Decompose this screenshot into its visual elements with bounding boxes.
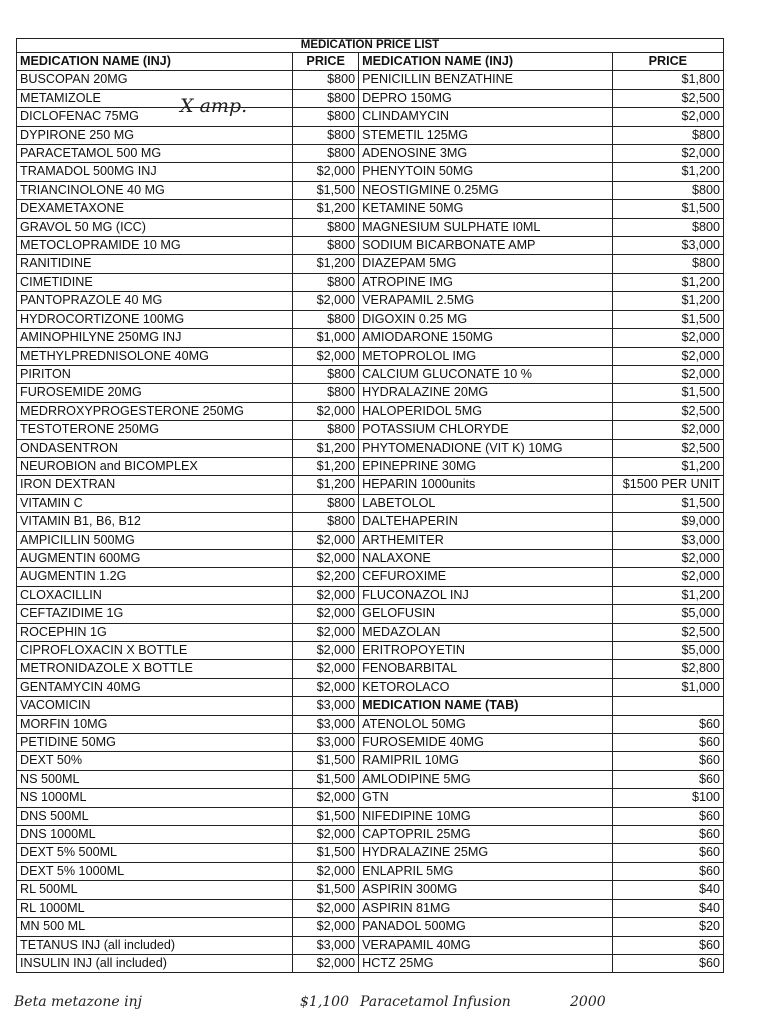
table-row	[17, 936, 724, 954]
left-med-price: $1,200	[293, 200, 359, 218]
table-row	[17, 899, 724, 917]
right-med-price: $2,800	[612, 660, 723, 678]
left-med-price: $2,000	[293, 163, 359, 181]
right-med-price: $1,200	[612, 586, 723, 604]
left-med-name: AUGMENTIN 1.2G	[17, 568, 293, 586]
left-med-price: $1,500	[293, 844, 359, 862]
right-med-price: $2,000	[612, 347, 723, 365]
table-row	[17, 844, 724, 862]
table-row	[17, 642, 724, 660]
left-med-name: TRIANCINOLONE 40 MG	[17, 181, 293, 199]
right-med-name: AMLODIPINE 5MG	[359, 770, 613, 788]
right-med-price: $1,500	[612, 494, 723, 512]
left-med-name: IRON DEXTRAN	[17, 476, 293, 494]
left-med-name: TETANUS INJ (all included)	[17, 936, 293, 954]
right-med-name: NIFEDIPINE 10MG	[359, 807, 613, 825]
right-med-price: $1500 PER UNIT	[612, 476, 723, 494]
table-row	[17, 770, 724, 788]
left-med-price: $800	[293, 89, 359, 107]
left-med-price: $1,200	[293, 439, 359, 457]
right-med-name: MEDICATION NAME (TAB)	[359, 697, 613, 715]
handwritten-amp-note: X amp.	[180, 95, 248, 117]
left-med-price: $3,000	[293, 697, 359, 715]
left-med-name: GENTAMYCIN 40MG	[17, 678, 293, 696]
table-row	[17, 678, 724, 696]
right-med-price: $2,500	[612, 439, 723, 457]
right-med-name: GTN	[359, 789, 613, 807]
right-med-name: PHENYTOIN 50MG	[359, 163, 613, 181]
left-med-price: $2,000	[293, 826, 359, 844]
footer-price-note: $1,100	[300, 994, 349, 1010]
right-med-price: $60	[612, 715, 723, 733]
right-med-name: HCTZ 25MG	[359, 954, 613, 972]
table-row	[17, 881, 724, 899]
left-med-name: NEUROBION and BICOMPLEX	[17, 457, 293, 475]
left-med-price: $800	[293, 421, 359, 439]
table-row	[17, 660, 724, 678]
right-med-name: CLINDAMYCIN	[359, 108, 613, 126]
table-row	[17, 789, 724, 807]
table-row	[17, 237, 724, 255]
table-row	[17, 329, 724, 347]
right-med-price: $5,000	[612, 642, 723, 660]
left-med-price: $1,500	[293, 881, 359, 899]
left-med-name: AMINOPHILYNE 250MG INJ	[17, 329, 293, 347]
right-med-name: PHYTOMENADIONE (VIT K) 10MG	[359, 439, 613, 457]
left-med-price: $1,200	[293, 457, 359, 475]
left-med-name: INSULIN INJ (all included)	[17, 954, 293, 972]
right-med-price: $800	[612, 255, 723, 273]
left-med-name: RL 1000ML	[17, 899, 293, 917]
right-med-price: $1,200	[612, 457, 723, 475]
table-row	[17, 513, 724, 531]
left-med-name: PANTOPRAZOLE 40 MG	[17, 292, 293, 310]
right-med-name: AMIODARONE 150MG	[359, 329, 613, 347]
table-row	[17, 531, 724, 549]
right-med-price: $2,000	[612, 365, 723, 383]
right-med-name: METOPROLOL IMG	[359, 347, 613, 365]
price-list-sheet	[16, 38, 724, 991]
left-med-price: $800	[293, 71, 359, 89]
right-med-name: ARTHEMITER	[359, 531, 613, 549]
left-med-name: PETIDINE 50MG	[17, 734, 293, 752]
right-med-price: $9,000	[612, 513, 723, 531]
table-row	[17, 365, 724, 383]
header-right-price: PRICE	[612, 53, 723, 71]
right-med-name: VERAPAMIL 40MG	[359, 936, 613, 954]
table-row	[17, 494, 724, 512]
left-med-price: $2,000	[293, 954, 359, 972]
footer-middle-note: Paracetamol Infusion	[360, 994, 511, 1010]
left-med-price: $2,000	[293, 899, 359, 917]
right-med-price: $2,000	[612, 145, 723, 163]
right-med-name: FENOBARBITAL	[359, 660, 613, 678]
title-row	[17, 39, 724, 53]
right-med-price: $2,500	[612, 89, 723, 107]
right-med-name: NEOSTIGMINE 0.25MG	[359, 181, 613, 199]
right-med-price: $1,200	[612, 273, 723, 291]
left-med-price: $800	[293, 108, 359, 126]
right-med-name: ATROPINE IMG	[359, 273, 613, 291]
left-med-price: $2,000	[293, 678, 359, 696]
left-med-name: METHYLPREDNISOLONE 40MG	[17, 347, 293, 365]
table-row	[17, 89, 724, 107]
right-med-name: DIAZEPAM 5MG	[359, 255, 613, 273]
right-med-name: FLUCONAZOL INJ	[359, 586, 613, 604]
left-med-name: METOCLOPRAMIDE 10 MG	[17, 237, 293, 255]
table-row	[17, 918, 724, 936]
right-med-price: $2,000	[612, 568, 723, 586]
page-title: MEDICATION PRICE LIST	[17, 39, 724, 53]
table-row	[17, 421, 724, 439]
table-row	[17, 549, 724, 567]
right-med-name: HALOPERIDOL 5MG	[359, 402, 613, 420]
left-med-name: DICLOFENAC 75MG	[17, 108, 293, 126]
table-row	[17, 402, 724, 420]
table-row	[17, 697, 724, 715]
right-med-price: $60	[612, 734, 723, 752]
table-row	[17, 862, 724, 880]
left-med-price: $1,200	[293, 255, 359, 273]
left-med-name: RANITIDINE	[17, 255, 293, 273]
left-med-name: MEDRROXYPROGESTERONE 250MG	[17, 402, 293, 420]
right-med-price: $2,000	[612, 549, 723, 567]
left-med-price: $800	[293, 494, 359, 512]
right-med-name: PANADOL 500MG	[359, 918, 613, 936]
table-row	[17, 255, 724, 273]
left-med-name: HYDROCORTIZONE 100MG	[17, 310, 293, 328]
right-med-name: RAMIPRIL 10MG	[359, 752, 613, 770]
left-med-price: $2,000	[293, 549, 359, 567]
right-med-price: $2,500	[612, 623, 723, 641]
left-med-price: $2,000	[293, 623, 359, 641]
left-med-price: $1,500	[293, 752, 359, 770]
footer-right-note: 2000	[570, 994, 606, 1010]
left-med-price: $800	[293, 513, 359, 531]
right-med-price: $800	[612, 181, 723, 199]
left-med-name: PARACETAMOL 500 MG	[17, 145, 293, 163]
right-med-price: $2,000	[612, 108, 723, 126]
left-med-name: FUROSEMIDE 20MG	[17, 384, 293, 402]
left-med-price: $1,500	[293, 807, 359, 825]
right-med-name: MEDAZOLAN	[359, 623, 613, 641]
right-med-name: CALCIUM GLUCONATE 10 %	[359, 365, 613, 383]
table-row	[17, 586, 724, 604]
right-med-price: $60	[612, 844, 723, 862]
left-med-price: $2,000	[293, 918, 359, 936]
left-med-price: $1,000	[293, 329, 359, 347]
table-row	[17, 200, 724, 218]
left-med-name: CEFTAZIDIME 1G	[17, 605, 293, 623]
table-row	[17, 623, 724, 641]
left-med-price: $800	[293, 310, 359, 328]
left-med-price: $3,000	[293, 734, 359, 752]
left-med-price: $2,000	[293, 660, 359, 678]
right-med-name: KETOROLACO	[359, 678, 613, 696]
right-med-price: $60	[612, 807, 723, 825]
right-med-price: $800	[612, 126, 723, 144]
left-med-name: CIMETIDINE	[17, 273, 293, 291]
left-med-name: AMPICILLIN 500MG	[17, 531, 293, 549]
table-row	[17, 347, 724, 365]
right-med-price: $60	[612, 954, 723, 972]
right-med-name: SODIUM BICARBONATE AMP	[359, 237, 613, 255]
right-med-price: $2,000	[612, 421, 723, 439]
right-med-name: CAPTOPRIL 25MG	[359, 826, 613, 844]
table-row	[17, 476, 724, 494]
right-med-price: $60	[612, 826, 723, 844]
right-med-name: STEMETIL 125MG	[359, 126, 613, 144]
left-med-name: METAMIZOLE	[17, 89, 293, 107]
table-row	[17, 384, 724, 402]
left-med-price: $800	[293, 237, 359, 255]
right-med-price: $2,500	[612, 402, 723, 420]
left-med-name: GRAVOL 50 MG (ICC)	[17, 218, 293, 236]
right-med-name: HEPARIN 1000units	[359, 476, 613, 494]
right-med-price: $1,500	[612, 384, 723, 402]
footer-handwriting	[0, 990, 768, 1024]
left-med-price: $2,000	[293, 292, 359, 310]
right-med-name: DIGOXIN 0.25 MG	[359, 310, 613, 328]
right-med-price: $60	[612, 752, 723, 770]
left-med-name: MORFIN 10MG	[17, 715, 293, 733]
right-med-price: $3,000	[612, 237, 723, 255]
left-med-name: METRONIDAZOLE X BOTTLE	[17, 660, 293, 678]
table-row	[17, 273, 724, 291]
table-row	[17, 457, 724, 475]
right-med-name: MAGNESIUM SULPHATE I0ML	[359, 218, 613, 236]
table-row	[17, 145, 724, 163]
right-med-price: $20	[612, 918, 723, 936]
right-med-name: HYDRALAZINE 20MG	[359, 384, 613, 402]
right-med-price: $60	[612, 770, 723, 788]
left-med-price: $2,000	[293, 402, 359, 420]
left-med-name: TRAMADOL 500MG INJ	[17, 163, 293, 181]
table-row	[17, 108, 724, 126]
table-row	[17, 715, 724, 733]
table-row	[17, 734, 724, 752]
header-row	[17, 53, 724, 71]
right-med-name: EPINEPRINE 30MG	[359, 457, 613, 475]
left-med-name: VACOMICIN	[17, 697, 293, 715]
table-row	[17, 126, 724, 144]
right-med-name: CEFUROXIME	[359, 568, 613, 586]
left-med-name: MN 500 ML	[17, 918, 293, 936]
right-med-name: VERAPAMIL 2.5MG	[359, 292, 613, 310]
right-med-price	[612, 697, 723, 715]
right-med-name: PENICILLIN BENZATHINE	[359, 71, 613, 89]
right-med-name: ADENOSINE 3MG	[359, 145, 613, 163]
right-med-price: $60	[612, 862, 723, 880]
left-med-price: $2,000	[293, 531, 359, 549]
left-med-name: DNS 500ML	[17, 807, 293, 825]
left-med-price: $3,000	[293, 715, 359, 733]
right-med-name: HYDRALAZINE 25MG	[359, 844, 613, 862]
table-row	[17, 310, 724, 328]
right-med-price: $3,000	[612, 531, 723, 549]
right-med-name: NALAXONE	[359, 549, 613, 567]
left-med-price: $800	[293, 273, 359, 291]
left-med-name: VITAMIN B1, B6, B12	[17, 513, 293, 531]
table-row	[17, 218, 724, 236]
left-med-name: BUSCOPAN 20MG	[17, 71, 293, 89]
right-med-price: $40	[612, 881, 723, 899]
right-med-price: $100	[612, 789, 723, 807]
table-row	[17, 181, 724, 199]
right-med-name: DEPRO 150MG	[359, 89, 613, 107]
right-med-name: ASPIRIN 81MG	[359, 899, 613, 917]
left-med-name: CIPROFLOXACIN X BOTTLE	[17, 642, 293, 660]
right-med-name: ERITROPOYETIN	[359, 642, 613, 660]
left-med-price: $2,000	[293, 605, 359, 623]
table-row	[17, 163, 724, 181]
right-med-price: $1,800	[612, 71, 723, 89]
left-med-name: NS 1000ML	[17, 789, 293, 807]
table-row	[17, 568, 724, 586]
right-med-name: FUROSEMIDE 40MG	[359, 734, 613, 752]
left-med-price: $2,000	[293, 347, 359, 365]
left-med-name: DEXAMETAXONE	[17, 200, 293, 218]
left-med-name: DEXT 5% 500ML	[17, 844, 293, 862]
left-med-name: TESTOTERONE 250MG	[17, 421, 293, 439]
right-med-name: ASPIRIN 300MG	[359, 881, 613, 899]
left-med-price: $800	[293, 126, 359, 144]
right-med-price: $40	[612, 899, 723, 917]
right-med-name: POTASSIUM CHLORYDE	[359, 421, 613, 439]
right-med-price: $1,200	[612, 163, 723, 181]
table-row	[17, 954, 724, 972]
right-med-price: $1,500	[612, 310, 723, 328]
table-row	[17, 605, 724, 623]
left-med-price: $2,000	[293, 862, 359, 880]
left-med-name: DEXT 50%	[17, 752, 293, 770]
left-med-name: RL 500ML	[17, 881, 293, 899]
left-med-price: $2,000	[293, 789, 359, 807]
header-left-price: PRICE	[293, 53, 359, 71]
left-med-price: $800	[293, 384, 359, 402]
right-med-name: DALTEHAPERIN	[359, 513, 613, 531]
right-med-price: $60	[612, 936, 723, 954]
header-left-name: MEDICATION NAME (INJ)	[17, 53, 293, 71]
left-med-name: DNS 1000ML	[17, 826, 293, 844]
right-med-price: $1,500	[612, 200, 723, 218]
left-med-price: $1,500	[293, 770, 359, 788]
right-med-price: $1,000	[612, 678, 723, 696]
table-row	[17, 826, 724, 844]
price-table	[16, 38, 724, 973]
left-med-name: VITAMIN C	[17, 494, 293, 512]
table-row	[17, 292, 724, 310]
header-right-name: MEDICATION NAME (INJ)	[359, 53, 613, 71]
left-med-price: $3,000	[293, 936, 359, 954]
table-row	[17, 752, 724, 770]
left-med-name: PIRITON	[17, 365, 293, 383]
right-med-name: LABETOLOL	[359, 494, 613, 512]
left-med-price: $2,000	[293, 642, 359, 660]
table-row	[17, 807, 724, 825]
left-med-price: $800	[293, 145, 359, 163]
left-med-price: $2,200	[293, 568, 359, 586]
left-med-price: $1,200	[293, 476, 359, 494]
left-med-price: $2,000	[293, 586, 359, 604]
right-med-price: $800	[612, 218, 723, 236]
right-med-name: KETAMINE 50MG	[359, 200, 613, 218]
right-med-price: $2,000	[612, 329, 723, 347]
right-med-name: GELOFUSIN	[359, 605, 613, 623]
left-med-name: DEXT 5% 1000ML	[17, 862, 293, 880]
right-med-price: $1,200	[612, 292, 723, 310]
left-med-name: CLOXACILLIN	[17, 586, 293, 604]
left-med-name: AUGMENTIN 600MG	[17, 549, 293, 567]
left-med-name: NS 500ML	[17, 770, 293, 788]
right-med-name: ATENOLOL 50MG	[359, 715, 613, 733]
footer-left-note: Beta metazone inj	[14, 994, 142, 1010]
table-row	[17, 439, 724, 457]
table-row	[17, 71, 724, 89]
left-med-price: $800	[293, 218, 359, 236]
left-med-name: ROCEPHIN 1G	[17, 623, 293, 641]
right-med-name: ENLAPRIL 5MG	[359, 862, 613, 880]
left-med-price: $800	[293, 365, 359, 383]
left-med-name: DYPIRONE 250 MG	[17, 126, 293, 144]
right-med-price: $5,000	[612, 605, 723, 623]
left-med-price: $1,500	[293, 181, 359, 199]
left-med-name: ONDASENTRON	[17, 439, 293, 457]
